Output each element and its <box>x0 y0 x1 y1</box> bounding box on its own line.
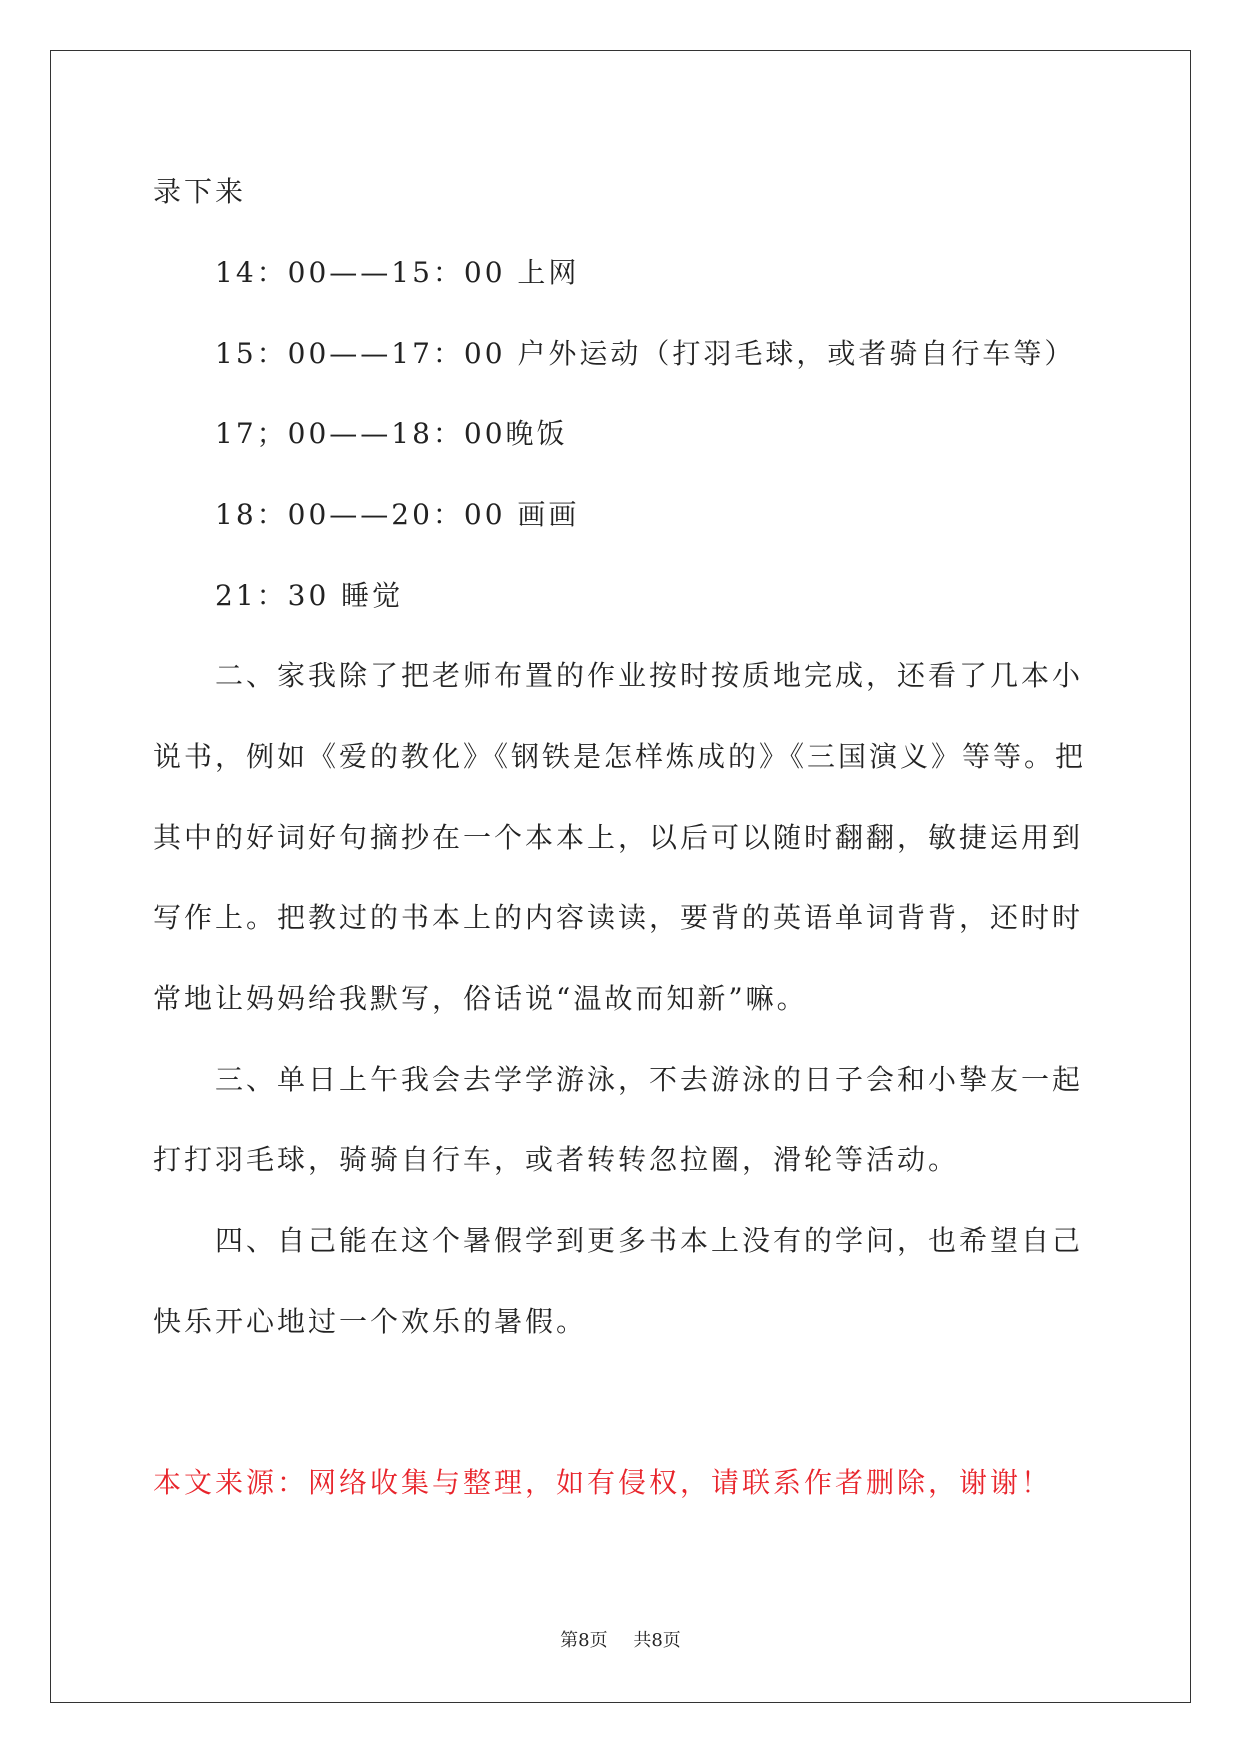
schedule-line: 18：00——20：00 画画 <box>215 498 580 531</box>
paragraph-line: 常地让妈妈给我默写，俗话说“温故而知新”嘛。 <box>153 982 808 1015</box>
paragraph-line: 二、家我除了把老师布置的作业按时按质地完成，还看了几本小 <box>215 659 1084 692</box>
paragraph-line: 说书，例如《爱的教化》《钢铁是怎样炼成的》《三国演义》等等。把 <box>153 740 1087 773</box>
paragraph-line: 三、单日上午我会去学学游泳，不去游泳的日子会和小挚友一起 <box>215 1063 1084 1096</box>
schedule-line: 14：00——15：00 上网 <box>215 256 580 289</box>
paragraph-line: 打打羽毛球，骑骑自行车，或者转转忽拉圈，滑轮等活动。 <box>153 1143 960 1176</box>
page-number-total: 共8页 <box>633 1630 681 1651</box>
page-number-current: 第8页 <box>560 1630 608 1651</box>
source-notice: 本文来源：网络收集与整理，如有侵权，请联系作者删除，谢谢！ <box>153 1466 1053 1499</box>
paragraph-line: 其中的好词好句摘抄在一个本本上，以后可以随时翻翻，敏捷运用到 <box>153 821 1084 854</box>
paragraph-line: 写作上。把教过的书本上的内容读读，要背的英语单词背背，还时时 <box>153 901 1084 934</box>
paragraph-line: 四、自己能在这个暑假学到更多书本上没有的学问，也希望自己 <box>215 1224 1084 1257</box>
paragraph-line: 录下来 <box>153 175 247 208</box>
page-footer <box>0 1629 1241 1653</box>
schedule-line: 15：00——17：00 户外运动（打羽毛球，或者骑自行车等） <box>215 337 1076 370</box>
paragraph-line: 快乐开心地过一个欢乐的暑假。 <box>153 1305 588 1338</box>
schedule-line: 21：30 睡觉 <box>215 579 404 612</box>
page-border <box>50 50 1191 1703</box>
schedule-line: 17；00——18：00晚饭 <box>215 417 568 450</box>
